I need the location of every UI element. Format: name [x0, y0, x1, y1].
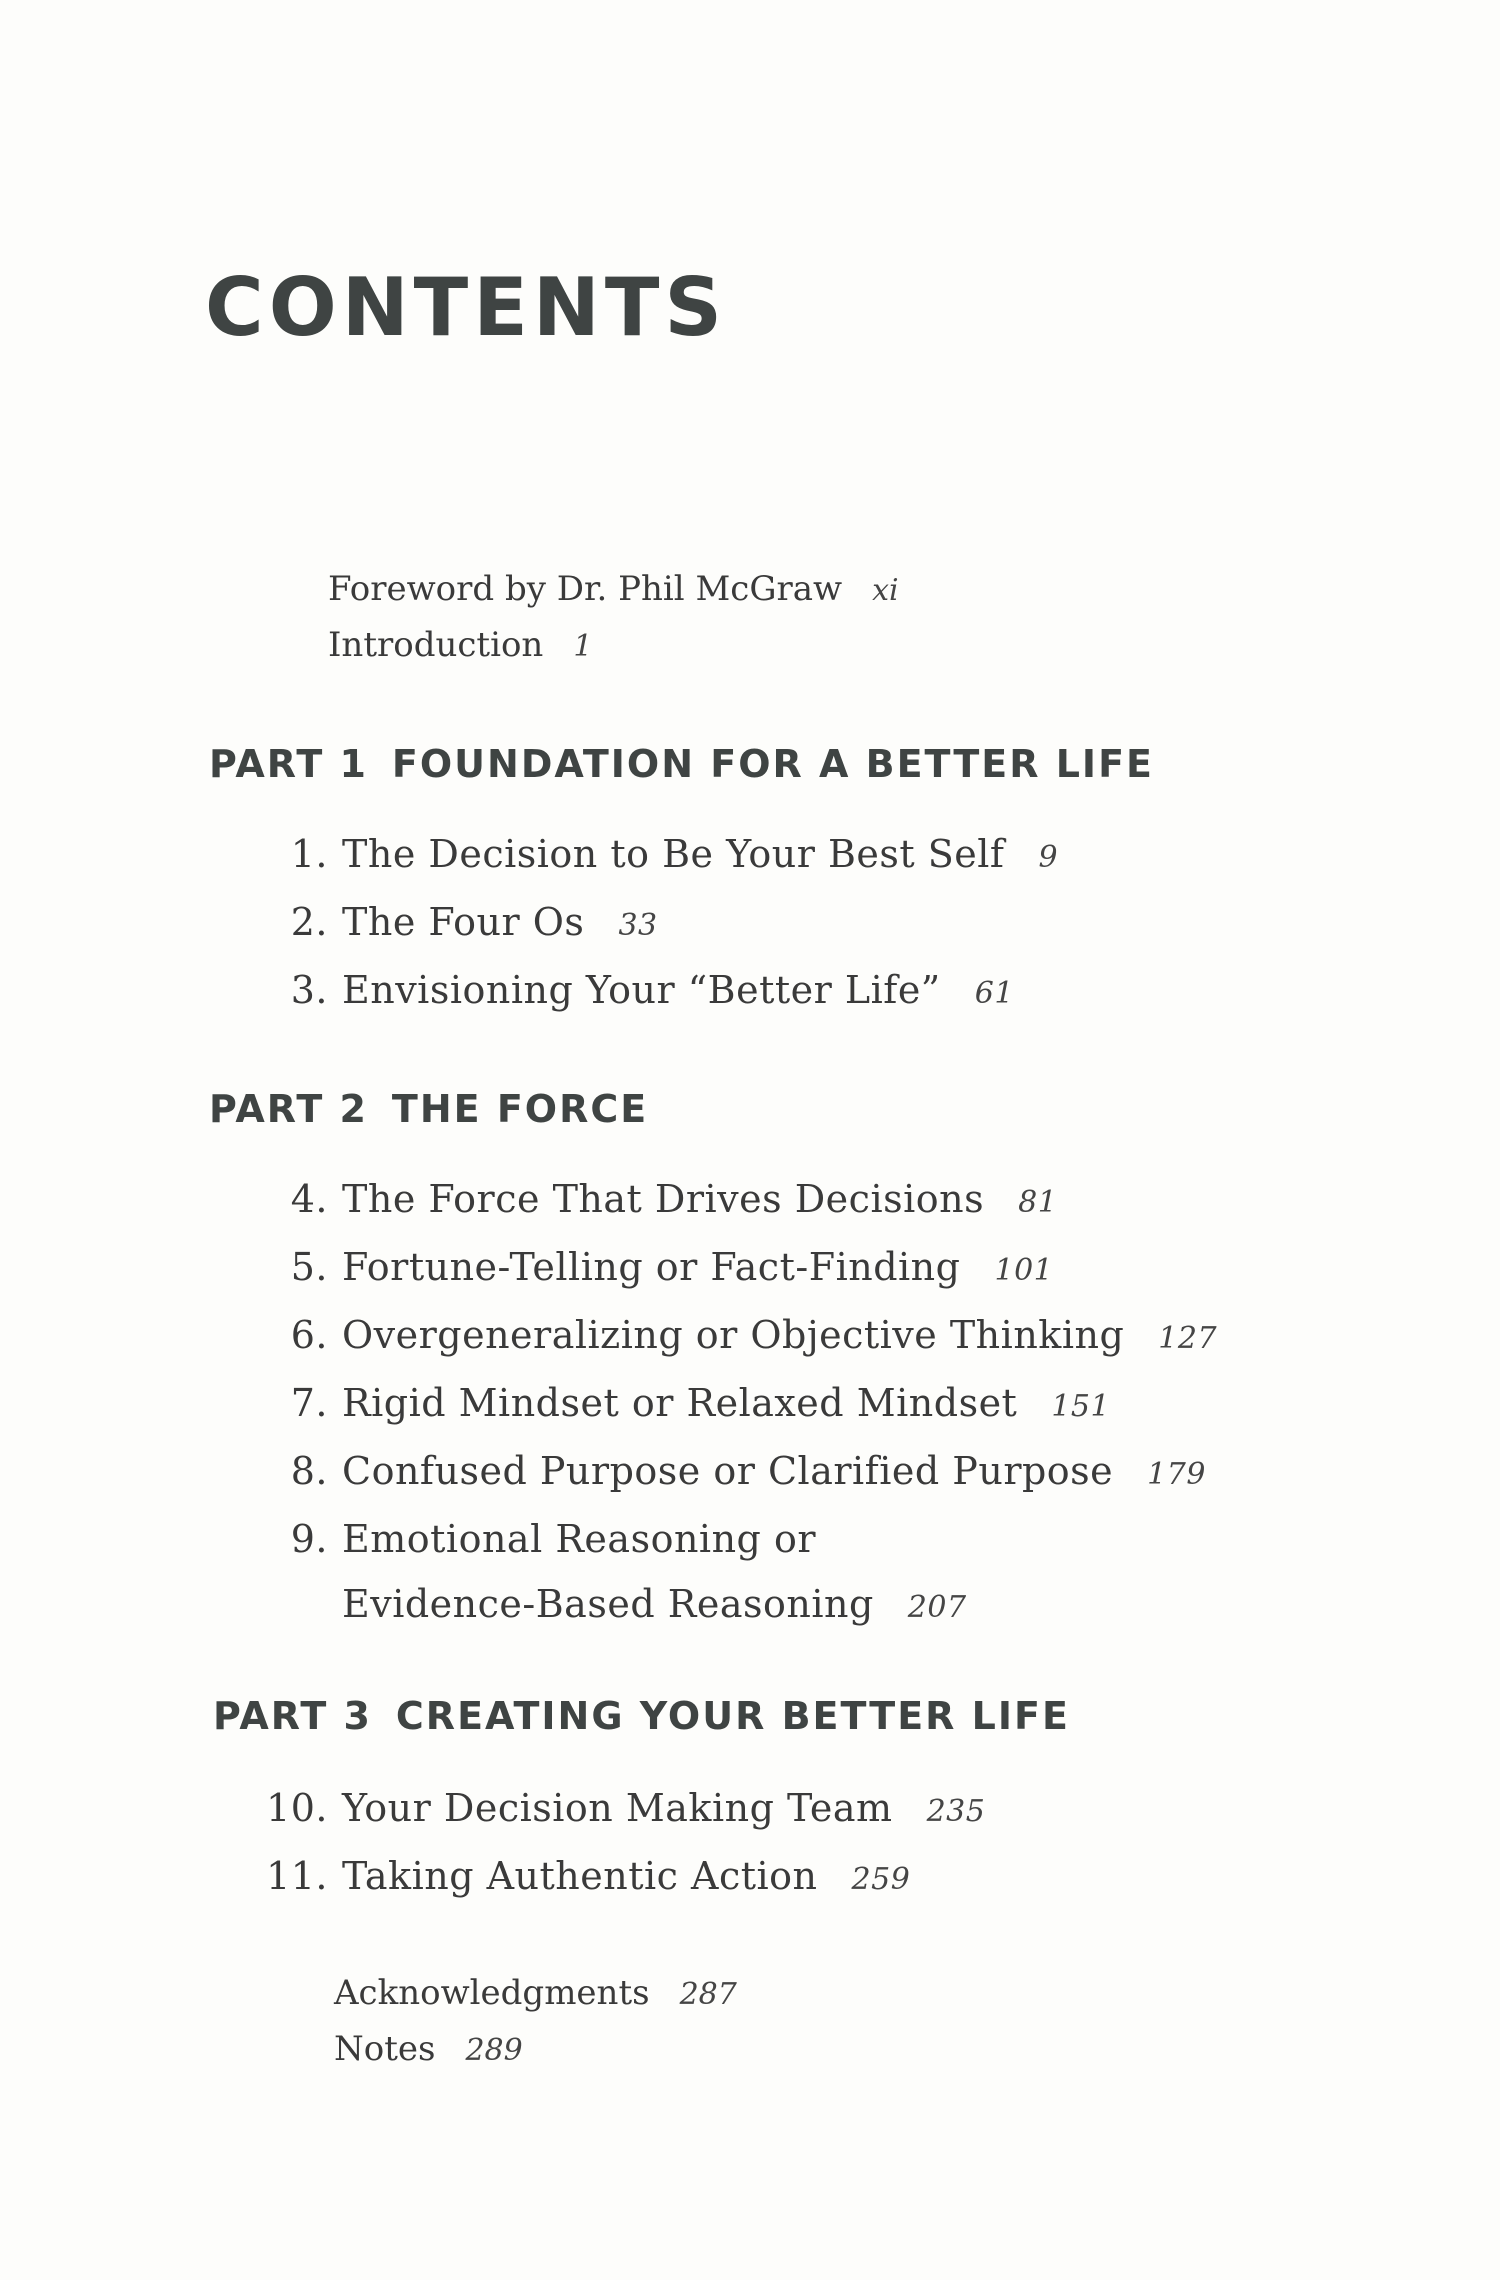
- chapter-entry: [258, 1776, 985, 1844]
- chapter-number: 9.: [290, 1517, 328, 1561]
- chapter-title: Confused Purpose or Clarified Purpose: [342, 1449, 1114, 1493]
- chapter-title: The Decision to Be Your Best Self: [342, 832, 1005, 876]
- entry-page: xi: [872, 573, 899, 608]
- chapter-number: 3.: [290, 968, 328, 1012]
- chapter-number: 2.: [290, 900, 328, 944]
- part-title: FOUNDATION FOR A BETTER LIFE: [391, 742, 1154, 786]
- chapter-title: Overgeneralizing or Objective Thinking: [342, 1313, 1125, 1357]
- entry-page: 1: [573, 629, 593, 664]
- chapter-number: 10.: [266, 1786, 328, 1830]
- chapter-entry: [276, 1371, 1217, 1439]
- entry-title: Notes: [334, 2029, 436, 2069]
- chapter-title: The Four Os: [342, 900, 585, 944]
- chapter-title: Fortune-Telling or Fact-Finding: [342, 1245, 961, 1289]
- chapter-title-line-2: Evidence-Based Reasoning: [342, 1582, 874, 1626]
- chapter-page: 259: [851, 1862, 911, 1897]
- part-label: PART 3: [213, 1694, 372, 1738]
- part-label: PART 1: [209, 742, 368, 786]
- part-1-chapter-list: [276, 822, 1058, 1026]
- part-3-chapter-list: [258, 1776, 985, 1912]
- chapter-entry: [276, 958, 1058, 1026]
- part-2-heading: [209, 1087, 649, 1131]
- entry-page: 289: [465, 2033, 523, 2068]
- front-matter-entry: [328, 562, 899, 618]
- front-matter-list: [328, 562, 899, 674]
- chapter-title: Your Decision Making Team: [342, 1786, 893, 1830]
- front-matter-entry: [328, 618, 899, 674]
- entry-page: 287: [679, 1977, 737, 2012]
- part-title: CREATING YOUR BETTER LIFE: [395, 1694, 1070, 1738]
- chapter-entry: [276, 890, 1058, 958]
- chapter-number: 11.: [266, 1854, 328, 1898]
- part-3-heading: [213, 1694, 1070, 1738]
- page-heading: CONTENTS: [205, 261, 728, 354]
- chapter-entry-continuation: [276, 1572, 1217, 1640]
- entry-title: Foreword by Dr. Phil McGraw: [328, 569, 843, 609]
- chapter-number: 5.: [290, 1245, 328, 1289]
- chapter-page: 235: [926, 1794, 986, 1829]
- chapter-number: 8.: [290, 1449, 328, 1493]
- back-matter-entry: [334, 1966, 737, 2022]
- chapter-number: 6.: [290, 1313, 328, 1357]
- chapter-entry: [276, 1439, 1217, 1507]
- chapter-title: Rigid Mindset or Relaxed Mindset: [342, 1381, 1018, 1425]
- chapter-page: 179: [1147, 1457, 1206, 1492]
- back-matter-entry: [334, 2022, 737, 2078]
- entry-title: Acknowledgments: [334, 1973, 650, 2013]
- part-1-heading: [209, 742, 1154, 786]
- chapter-number: 7.: [290, 1381, 328, 1425]
- chapter-entry: [276, 1167, 1217, 1235]
- chapter-entry: [258, 1844, 985, 1912]
- chapter-page: 81: [1018, 1185, 1058, 1220]
- part-label: PART 2: [209, 1087, 368, 1131]
- chapter-page: 127: [1158, 1321, 1218, 1356]
- chapter-page: 207: [907, 1590, 967, 1625]
- chapter-page: 33: [618, 908, 658, 943]
- chapter-entry: [276, 1507, 1217, 1572]
- chapter-title: The Force That Drives Decisions: [342, 1177, 985, 1221]
- back-matter-list: [334, 1966, 737, 2078]
- entry-title: Introduction: [328, 625, 544, 665]
- chapter-title: Emotional Reasoning or: [342, 1517, 816, 1561]
- chapter-entry: [276, 822, 1058, 890]
- chapter-page: 151: [1051, 1389, 1111, 1424]
- chapter-page: 61: [974, 976, 1014, 1011]
- chapter-page: 9: [1038, 840, 1059, 875]
- chapter-title: Taking Authentic Action: [342, 1854, 818, 1898]
- chapter-entry: [276, 1235, 1217, 1303]
- chapter-entry: [276, 1303, 1217, 1371]
- chapter-page: 101: [994, 1253, 1054, 1288]
- chapter-number: 1.: [290, 832, 328, 876]
- chapter-number: 4.: [290, 1177, 328, 1221]
- part-2-chapter-list: [276, 1167, 1217, 1640]
- chapter-title: Envisioning Your “Better Life”: [342, 968, 941, 1012]
- part-title: THE FORCE: [391, 1087, 649, 1131]
